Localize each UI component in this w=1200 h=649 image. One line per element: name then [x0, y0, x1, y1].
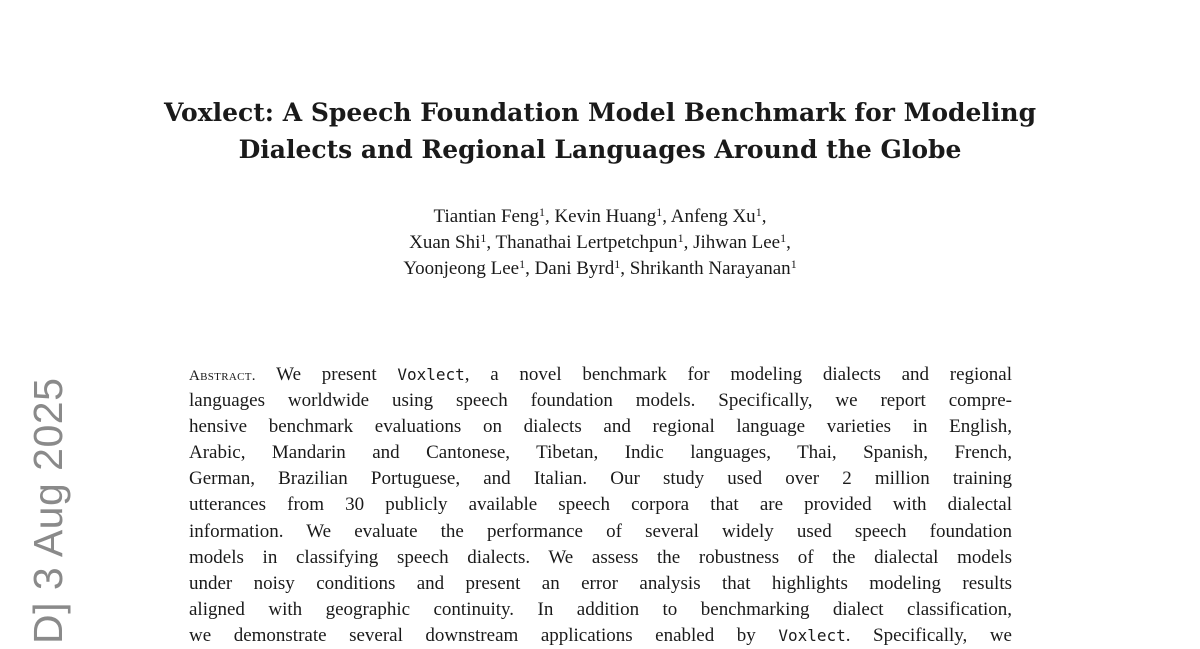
abstract-line: utterances from 30 publicly available speech corpora that are provided with dialectal: [189, 494, 1012, 516]
abstract-line: languages worldwide using speech foundation models. Specifically, we report compre-: [189, 390, 1012, 412]
abstract-line: aligned with geographic continuity. In addition to benchmarking dialect classification,: [189, 598, 1012, 620]
title-line-1: Voxlect: A Speech Foundation Model Benchmark for Modeling: [163, 98, 1037, 127]
abstract-text: , a novel benchmark for modeling dialects and regional: [464, 364, 1012, 385]
abstract-text: We present: [255, 364, 398, 385]
affiliation-mark: 1: [755, 205, 762, 219]
abstract-line: German, Brazilian Portuguese, and Italian. Our study used over 2 million training: [189, 468, 1012, 490]
affiliation-mark: 1: [656, 205, 663, 219]
affiliation-mark: 1: [790, 257, 797, 271]
author-separator: ,: [786, 232, 791, 253]
abstract: [189, 362, 1012, 649]
abstract-text: . Specifically, we: [845, 624, 1012, 646]
author-name: Yoonjeong Lee: [403, 258, 520, 279]
abstract-line: models in classifying speech dialects. We assess the robustness of the dialectal models: [189, 546, 1012, 568]
benchmark-name: Voxlect: [397, 365, 465, 384]
affiliation-mark: 1: [519, 257, 526, 271]
author-list: [200, 204, 1000, 282]
affiliation-mark: 1: [780, 231, 787, 245]
author-line-1: [200, 204, 1000, 230]
paper-title: [100, 94, 1100, 168]
abstract-text: we demonstrate several downstream applications enabled by: [189, 624, 779, 646]
abstract-line: [189, 623, 1012, 649]
title-line-2: Dialects and Regional Languages Around the Globe: [238, 135, 962, 164]
abstract-line: [189, 362, 1012, 388]
author-separator: ,: [620, 258, 630, 279]
author-separator: ,: [683, 232, 694, 253]
author-separator: ,: [544, 206, 555, 227]
author-name: Thanathai Lertpetchpun: [495, 232, 678, 253]
author-line-2: [200, 230, 1000, 256]
author-line-3: [200, 256, 1000, 282]
affiliation-mark: 1: [677, 231, 684, 245]
affiliation-mark: 1: [614, 257, 621, 271]
affiliation-mark: 1: [480, 231, 487, 245]
affiliation-mark: 1: [538, 205, 545, 219]
abstract-line: Arabic, Mandarin and Cantonese, Tibetan, Indic languages, Thai, Spanish, French,: [189, 442, 1012, 464]
author-separator: ,: [486, 232, 496, 253]
arxiv-side-stamp: D] 3 Aug 2025: [25, 377, 71, 644]
author-name: Tiantian Feng: [433, 206, 539, 227]
abstract-line: under noisy conditions and present an error analysis that highlights modeling results: [189, 572, 1012, 594]
author-name: Dani Byrd: [534, 258, 615, 279]
author-name: Anfeng Xu: [670, 206, 756, 227]
abstract-line: information. We evaluate the performance of several widely used speech foundation: [189, 520, 1012, 542]
abstract-label: Abstract.: [189, 368, 256, 384]
benchmark-name: Voxlect: [778, 625, 846, 645]
abstract-line: hensive benchmark evaluations on dialects and regional language varieties in English,: [189, 416, 1012, 438]
author-name: Jihwan Lee: [693, 232, 781, 253]
author-separator: ,: [761, 206, 767, 227]
author-separator: ,: [662, 206, 671, 227]
author-separator: ,: [525, 258, 535, 279]
author-name: Xuan Shi: [409, 232, 481, 253]
author-name: Kevin Huang: [554, 206, 657, 227]
author-name: Shrikanth Narayanan: [629, 258, 791, 279]
